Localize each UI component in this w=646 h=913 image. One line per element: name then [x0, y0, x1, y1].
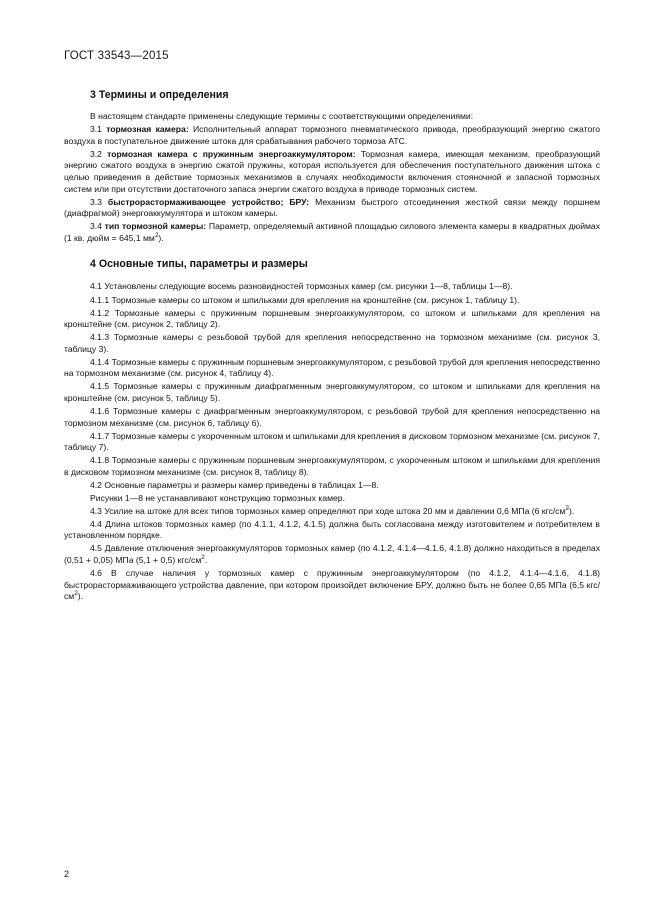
paragraph: 4.3 Усилие на штоке для всех типов тормозных камер определяют при ходе штока 20 мм и давлении 0,6 МПа (6 кгс/$см^2$). [90, 504, 575, 516]
paragraph: 4.5 Давление отключения энергоаккумуляторов тормозных камер (по 4.1.2, 4.1.4—4.1.6, 4.1.8) должно находиться в пределах (0,51 + 0,05) МПа (5,1 + 0,5) кгс/$см^2$. [64, 543, 600, 566]
paragraph [64, 124, 600, 147]
paragraph: Рисунки 1—8 не устанавливают конструкцию тормозных камер. [90, 492, 345, 503]
page-number: 2 [64, 869, 70, 879]
paragraph: 4.1.4 Тормозные камеры с пружинным поршневым энергоаккумулятором, с резьбовой трубой для крепления непосредственно на тормозном механизме (см. рисунок 4, таблицу 4). [64, 356, 600, 379]
paragraph: 4.1.6 Тормозные камеры с диафрагменным энергоаккумулятором, с резьбовой трубой для крепления непосредственно на тормозном механизме (см. рисунок 6, таблицу 6). [64, 405, 600, 428]
paragraph: В настоящем стандарте применены следующие термины с соответствующими определениями: [90, 111, 474, 122]
paragraph [64, 197, 600, 220]
paragraph: 4.1.1 Тормозные камеры со штоком и шпильками для крепления на кронштейне (см. рисунок 1, таблицу 1). [90, 294, 520, 305]
paragraph: 4.1.8 Тормозные камеры с пружинным поршневым энергоаккумулятором, с укороченным штоком и шпильками для крепления в дисковом тормозном механизме (см. рисунок 8, таблицу 8). [64, 455, 600, 477]
paragraph: 4.1.3 Тормозные камеры с резьбовой трубой для крепления непосредственно на тормозном механизме (см. рисунок 3, таблицу 3). [64, 332, 600, 354]
paragraph: 4.1.7 Тормозные камеры с укороченным штоком и шпильками для крепления в дисковом тормозном механизме (см. рисунок 7, таблицу 7). [64, 430, 600, 453]
document-body [64, 88, 600, 603]
section-heading-3: 3 Термины и определения [90, 89, 229, 101]
paragraph: 4.4 Длина штоков тормозных камер (по 4.1.1, 4.1.2, 4.1.5) должна быть согласована между изготовителем и потребителем в установленном порядке. [64, 518, 600, 541]
paragraph: 4.2 Основные параметры и размеры камер приведены в таблицах 1—8. [90, 479, 379, 490]
paragraph [64, 149, 600, 195]
term-definition-3-1: 3.1 тормозная камера: Исполнительный аппарат тормозного пневматического привода, преобразующий энергию сжатого воздуха в поступательное движение штока для срабатывания рабочего тормоза АТС. [64, 124, 600, 146]
term-definition-3-3: 3.3 быстрорастормаживающее устройство; БРУ: Механизм быстрого отсоединения жесткой связи между поршнем (диафрагмой) энергоаккумулятора и штоком камеры. [64, 196, 600, 219]
section-heading-4: 4 Основные типы, параметры и размеры [90, 258, 308, 271]
term-definition-3-2: 3.2 тормозная камера с пружинным энергоаккумулятором: Тормозная камера, имеющая механизм, преобразующий энергию сжатого воздуха в энергию сжатой пружины, которая используется для обеспечения поступательного движения штока с целью приведения в действие тормозных механизмов в случаях необходимости включения стояночной и запасной тормозных систем или при отсутствии достаточного запаса энергии сжатого воздуха в приводе тормозных систем. [64, 148, 600, 194]
paragraph: 4.1 Установлены следующие восемь разновидностей тормозных камер (см. рисунки 1—8, таблицы 1—8). [90, 281, 513, 292]
paragraph: 4.6 В случае наличия у тормозных камер с пружинным энергоаккумулятором (по 4.1.2, 4.1.4—4.1.6, 4.1.8) быстрорастормаживающего устройства давление, при котором произойдет включение БРУ, должно быть не более 0,65 МПа (6,5 кгс/$см^2$). [64, 568, 600, 602]
term-definition-3-4: 3.4 тип тормозной камеры: Параметр, определяемый активной площадью силового элемента камеры в квадратных дюймах (1 кв. дюйм = 645,1 $мм^2$). [64, 221, 601, 243]
page-header: ГОСТ 33543—2015 [64, 50, 169, 62]
paragraph: 4.1.2 Тормозные камеры с пружинным поршневым энергоаккумулятором, со штоком и шпильками для крепления на кронштейне (см. рисунок 2, таблицу 2). [64, 307, 600, 330]
paragraph: 4.1.5 Тормозные камеры с пружинным диафрагменным энергоаккумулятором, со штоком и шпильками для крепления на кронштейне (см. рисунок 5, таблицу 5). [64, 381, 600, 403]
paragraph [64, 221, 600, 244]
